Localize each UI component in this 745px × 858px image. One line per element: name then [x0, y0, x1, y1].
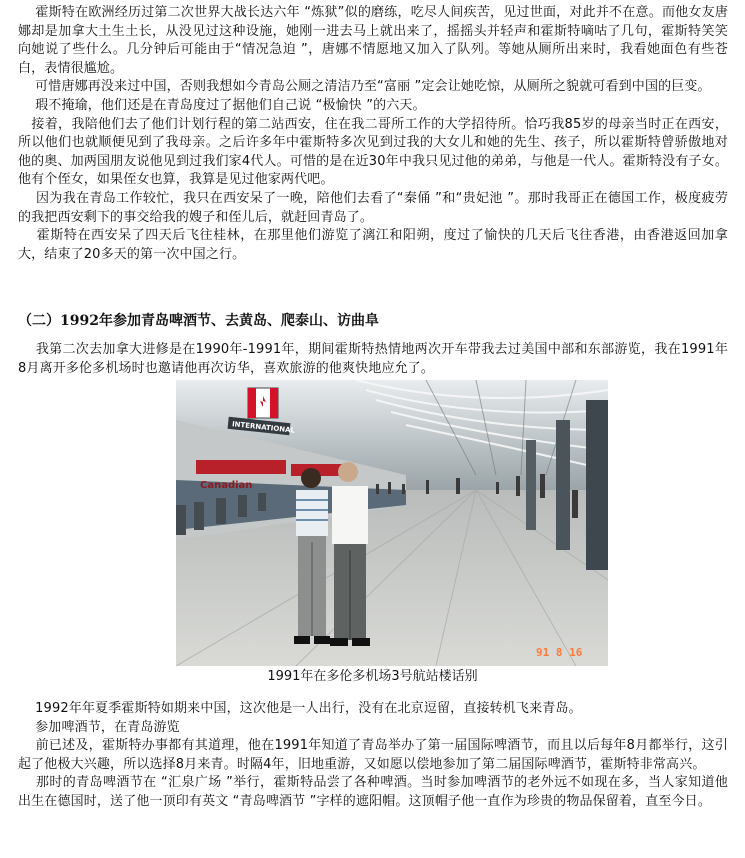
paragraph: 那时的青岛啤酒节在 “汇泉广场 ”举行，霍斯特品尝了各种啤酒。当时参加啤酒节的老外远不如现在多，当人家知道他出生在德国时，送了他一顶印有英文 “青岛啤酒节 ”字样的遮阳帽。这顶帽子他一直作为珍贵的物品保留着，直至今日。: [18, 775, 728, 809]
mid-text-block: [18, 341, 728, 378]
person-left: [294, 468, 330, 644]
paragraph: 瑕不掩瑜，他们还是在青岛度过了据他们自己说 “极愉快 ”的六天。: [18, 97, 426, 113]
bottom-text-block: [18, 700, 728, 812]
section-heading: （二）1992年参加青岛啤酒节、去黄岛、爬泰山、访曲阜: [18, 313, 379, 329]
paragraph: 霍斯特在西安呆了四天后飞往桂林，在那里他们游览了漓江和阳朔，度过了愉快的几天后飞往香港，由香港返回加拿大，结束了20多天的第一次中国之行。: [18, 228, 728, 262]
paragraph: 可惜唐娜再没来过中国，否则我想如今青岛公厕之清洁乃至“富丽 ”定会让她吃惊，从厕所之貌就可看到中国的巨变。: [18, 79, 711, 95]
date-stamp: 91 8 16: [536, 646, 583, 659]
international-sign: INTERNATIONAL: [231, 420, 296, 435]
paragraph: 前已述及，霍斯特办事都有其道理，他在1991年知道了青岛举办了第一届国际啤酒节，而且以后每年8月都举行，这引起了他极大兴趣，所以选择8月来青。时隔4年，旧地重游，又如愿以偿地参加了第二届国际啤酒节，霍斯特非常高兴。: [18, 738, 728, 772]
airport-photo: [176, 380, 608, 666]
person-right: [330, 462, 370, 646]
paragraph: 1992年年夏季霍斯特如期来中国，这次他是一人出行，没有在北京逗留，直接转机飞来青岛。: [18, 701, 582, 716]
top-text-block: [18, 4, 728, 264]
paragraph: 接着，我陪他们去了他们计划行程的第二站西安，住在我二哥所工作的大学招待所。恰巧我85岁的母亲当时正在西安，所以他们也就顺便见到了我母亲。之后许多年中霍斯特多次见到过我的大女儿和她的先生、孩子，所以霍斯特曾骄傲地对他的奥、加两国朋友说他见到过我们家4代人。可惜的是在近30年中我只见过他的弟弟，与他是一代人。霍斯特没有子女。他有个侄女，如果侄女也算，我算是见过他家两代吧。: [18, 116, 728, 188]
paragraph: 因为我在青岛工作较忙，我只在西安呆了一晚，陪他们去看了“秦俑 ”和“贵妃池 ”。那时我哥正在德国工作，极度疲劳的我把西安剩下的事交给我的嫂子和侄儿后，就赶回青岛了。: [18, 190, 728, 225]
paragraph: 霍斯特在欧洲经历过第二次世界大战长达六年 “炼狱”似的磨练，吃尽人间疾苦，见过世面，对此并不在意。而他女友唐娜却是加拿大土生土长，从没见过这种设施，她刚一进去马上就出来了，摇摇头并轻声和霍斯特嘀咕了几句，霍斯特笑笑向她说了些什么。几分钟后可能由于“情况急迫 ”，唐娜不情愿地又加入了队列。等她从厕所出来时，我看她面色有些苍白，表情很尴尬。: [18, 5, 728, 76]
airport-scene-illustration: [176, 380, 608, 666]
paragraph: 参加啤酒节，在青岛游览: [18, 719, 180, 735]
photo-caption: 1991年在多伦多机场3号航站楼话别: [267, 669, 478, 684]
canadian-sign: Canadian: [200, 480, 253, 491]
paragraph: 我第二次去加拿大进修是在1990年-1991年，期间霍斯特热情地两次开车带我去过美国中部和东部游览，我在1991年8月离开多伦多机场时也邀请他再次访华，喜欢旅游的他爽快地应允了。: [18, 342, 728, 376]
